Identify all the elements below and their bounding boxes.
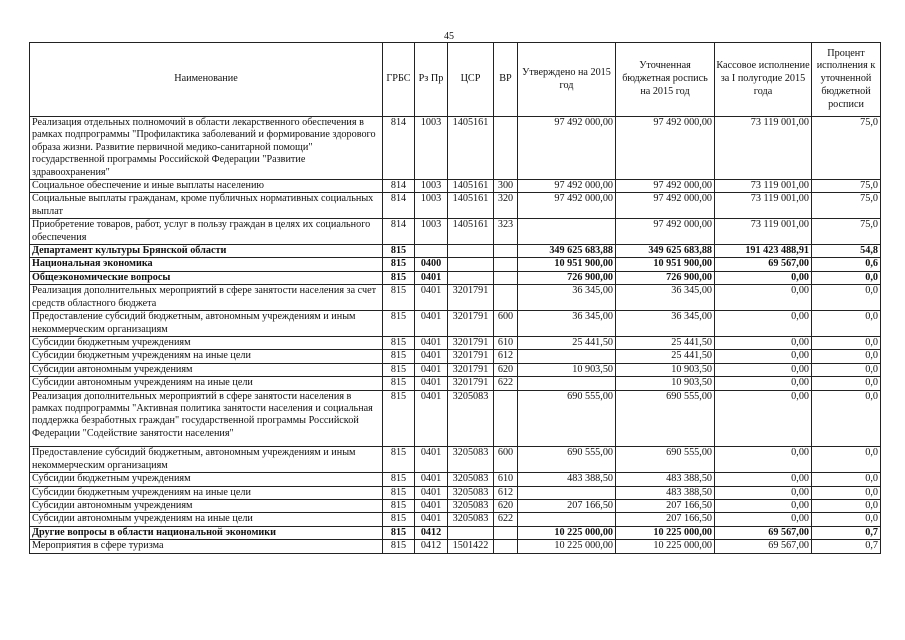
cell-grbs: 814 [383, 117, 415, 180]
cell-rzpr: 0401 [415, 271, 448, 284]
cell-refined: 10 903,50 [616, 377, 715, 390]
cell-grbs: 815 [383, 499, 415, 512]
cell-percent: 75,0 [812, 180, 881, 193]
table-row [30, 245, 881, 258]
cell-grbs: 815 [383, 473, 415, 486]
cell-percent: 0,0 [812, 350, 881, 363]
cell-cash: 69 567,00 [715, 258, 812, 271]
cell-grbs: 815 [383, 377, 415, 390]
cell-percent: 0,0 [812, 311, 881, 337]
cell-csr: 1405161 [448, 219, 494, 245]
table-row [30, 447, 881, 473]
budget-table [29, 42, 881, 554]
cell-csr [448, 271, 494, 284]
cell-name: Социальное обеспечение и иные выплаты населению [30, 180, 383, 193]
cell-csr: 3205083 [448, 499, 494, 512]
cell-csr [448, 526, 494, 539]
cell-approved: 10 225 000,00 [518, 540, 616, 553]
cell-rzpr: 0401 [415, 336, 448, 349]
cell-approved [518, 486, 616, 499]
cell-csr: 3205083 [448, 513, 494, 526]
header-refined: Уточненная бюджетная роспись на 2015 год [616, 43, 715, 117]
cell-percent: 0,0 [812, 447, 881, 473]
table-row [30, 117, 881, 180]
cell-percent: 0,7 [812, 540, 881, 553]
cell-rzpr: 1003 [415, 193, 448, 219]
cell-name: Национальная экономика [30, 258, 383, 271]
cell-grbs: 815 [383, 526, 415, 539]
table-row [30, 271, 881, 284]
table-row [30, 363, 881, 376]
cell-approved: 25 441,50 [518, 336, 616, 349]
cell-vr: 600 [494, 311, 518, 337]
cell-vr: 612 [494, 350, 518, 363]
cell-vr: 323 [494, 219, 518, 245]
cell-percent: 0,7 [812, 526, 881, 539]
cell-csr: 1405161 [448, 193, 494, 219]
cell-vr: 620 [494, 363, 518, 376]
cell-rzpr: 0401 [415, 390, 448, 447]
table-header-row [30, 43, 881, 117]
cell-rzpr: 0400 [415, 258, 448, 271]
cell-refined: 97 492 000,00 [616, 193, 715, 219]
cell-grbs: 815 [383, 390, 415, 447]
cell-cash: 0,00 [715, 311, 812, 337]
cell-name: Субсидии бюджетным учреждениям [30, 473, 383, 486]
cell-percent: 0,0 [812, 499, 881, 512]
cell-refined: 97 492 000,00 [616, 180, 715, 193]
cell-refined: 483 388,50 [616, 486, 715, 499]
cell-refined: 690 555,00 [616, 390, 715, 447]
cell-csr: 1405161 [448, 180, 494, 193]
cell-cash: 0,00 [715, 271, 812, 284]
cell-cash: 0,00 [715, 486, 812, 499]
header-cash: Кассовое исполнение за I полугодие 2015 года [715, 43, 812, 117]
cell-grbs: 815 [383, 363, 415, 376]
header-approved: Утверждено на 2015 год [518, 43, 616, 117]
cell-rzpr: 0401 [415, 473, 448, 486]
cell-vr: 622 [494, 377, 518, 390]
cell-refined: 207 166,50 [616, 499, 715, 512]
table-row [30, 258, 881, 271]
cell-grbs: 815 [383, 447, 415, 473]
header-grbs: ГРБС [383, 43, 415, 117]
cell-refined: 10 903,50 [616, 363, 715, 376]
table-row [30, 311, 881, 337]
cell-percent: 0,0 [812, 336, 881, 349]
cell-vr [494, 526, 518, 539]
cell-rzpr: 0412 [415, 526, 448, 539]
cell-approved: 10 903,50 [518, 363, 616, 376]
cell-approved: 10 225 000,00 [518, 526, 616, 539]
cell-approved: 690 555,00 [518, 447, 616, 473]
cell-percent: 0,6 [812, 258, 881, 271]
cell-cash: 0,00 [715, 285, 812, 311]
table-row [30, 526, 881, 539]
cell-grbs: 815 [383, 311, 415, 337]
cell-percent: 54,8 [812, 245, 881, 258]
cell-approved: 10 951 900,00 [518, 258, 616, 271]
cell-name: Субсидии бюджетным учреждениям [30, 336, 383, 349]
page-number: 45 [444, 31, 454, 42]
cell-csr: 1501422 [448, 540, 494, 553]
cell-percent: 0,0 [812, 363, 881, 376]
cell-cash: 69 567,00 [715, 526, 812, 539]
cell-name: Реализация отдельных полномочий в области лекарственного обеспечения в рамках подпрограммы "Профилактика заболеваний и формирование здорового образа жизни. Развитие первичной медико-санитарной помощи" государственной программы Российской Федерации "Развитие здравоохранения" [30, 117, 383, 180]
cell-approved: 483 388,50 [518, 473, 616, 486]
table-body [30, 117, 881, 554]
cell-approved: 726 900,00 [518, 271, 616, 284]
cell-vr: 320 [494, 193, 518, 219]
cell-name: Мероприятия в сфере туризма [30, 540, 383, 553]
cell-cash: 0,00 [715, 336, 812, 349]
cell-cash: 73 119 001,00 [715, 219, 812, 245]
cell-grbs: 815 [383, 350, 415, 363]
cell-approved: 97 492 000,00 [518, 117, 616, 180]
table-row [30, 336, 881, 349]
cell-csr [448, 258, 494, 271]
cell-approved [518, 350, 616, 363]
cell-grbs: 815 [383, 258, 415, 271]
cell-name: Социальные выплаты гражданам, кроме публичных нормативных социальных выплат [30, 193, 383, 219]
cell-percent: 0,0 [812, 271, 881, 284]
cell-cash: 69 567,00 [715, 540, 812, 553]
header-vr: ВР [494, 43, 518, 117]
cell-approved [518, 377, 616, 390]
cell-cash: 0,00 [715, 377, 812, 390]
cell-csr: 3201791 [448, 363, 494, 376]
cell-vr: 622 [494, 513, 518, 526]
cell-approved: 36 345,00 [518, 285, 616, 311]
cell-csr: 3205083 [448, 390, 494, 447]
cell-cash: 0,00 [715, 447, 812, 473]
cell-csr: 3205083 [448, 447, 494, 473]
cell-rzpr: 0401 [415, 363, 448, 376]
cell-rzpr: 1003 [415, 117, 448, 180]
table-row [30, 390, 881, 447]
cell-percent: 0,0 [812, 473, 881, 486]
cell-approved: 207 166,50 [518, 499, 616, 512]
table-row [30, 285, 881, 311]
cell-percent: 75,0 [812, 117, 881, 180]
header-name: Наименование [30, 43, 383, 117]
table-row [30, 513, 881, 526]
cell-percent: 0,0 [812, 486, 881, 499]
cell-name: Субсидии бюджетным учреждениям на иные цели [30, 486, 383, 499]
cell-name: Другие вопросы в области национальной экономики [30, 526, 383, 539]
table-row [30, 219, 881, 245]
cell-grbs: 815 [383, 336, 415, 349]
cell-name: Реализация дополнительных мероприятий в сфере занятости населения за счет средств областного бюджета [30, 285, 383, 311]
cell-rzpr: 0401 [415, 447, 448, 473]
cell-approved [518, 219, 616, 245]
header-rzpr: Рз Пр [415, 43, 448, 117]
cell-name: Предоставление субсидий бюджетным, автономным учреждениям и иным некоммерческим организациям [30, 447, 383, 473]
cell-refined: 10 951 900,00 [616, 258, 715, 271]
cell-grbs: 814 [383, 193, 415, 219]
cell-name: Субсидии автономным учреждениям [30, 499, 383, 512]
cell-vr: 610 [494, 473, 518, 486]
cell-approved: 690 555,00 [518, 390, 616, 447]
cell-refined: 25 441,50 [616, 350, 715, 363]
cell-rzpr: 0401 [415, 499, 448, 512]
cell-name: Приобретение товаров, работ, услуг в пользу граждан в целях их социального обеспечения [30, 219, 383, 245]
cell-csr: 3205083 [448, 473, 494, 486]
cell-cash: 191 423 488,91 [715, 245, 812, 258]
cell-grbs: 814 [383, 180, 415, 193]
cell-refined: 10 225 000,00 [616, 540, 715, 553]
cell-name: Предоставление субсидий бюджетным, автономным учреждениям и иным некоммерческим организациям [30, 311, 383, 337]
cell-percent: 0,0 [812, 377, 881, 390]
cell-refined: 10 225 000,00 [616, 526, 715, 539]
cell-cash: 0,00 [715, 363, 812, 376]
table-row [30, 540, 881, 553]
cell-refined: 483 388,50 [616, 473, 715, 486]
cell-name: Субсидии автономным учреждениям на иные цели [30, 513, 383, 526]
cell-refined: 36 345,00 [616, 311, 715, 337]
cell-vr: 600 [494, 447, 518, 473]
cell-csr: 3205083 [448, 486, 494, 499]
cell-csr: 3201791 [448, 350, 494, 363]
cell-cash: 0,00 [715, 390, 812, 447]
header-percent: Процент исполнения к уточненной бюджетной росписи [812, 43, 881, 117]
cell-cash: 73 119 001,00 [715, 117, 812, 180]
cell-rzpr: 1003 [415, 219, 448, 245]
cell-rzpr: 0401 [415, 350, 448, 363]
cell-vr [494, 258, 518, 271]
cell-vr [494, 390, 518, 447]
cell-percent: 0,0 [812, 513, 881, 526]
cell-refined: 726 900,00 [616, 271, 715, 284]
cell-percent: 75,0 [812, 193, 881, 219]
cell-rzpr: 0401 [415, 486, 448, 499]
cell-percent: 75,0 [812, 219, 881, 245]
table-row [30, 377, 881, 390]
header-csr: ЦСР [448, 43, 494, 117]
table-row [30, 486, 881, 499]
cell-refined: 36 345,00 [616, 285, 715, 311]
cell-csr [448, 245, 494, 258]
cell-name: Департамент культуры Брянской области [30, 245, 383, 258]
table-row [30, 473, 881, 486]
cell-refined: 25 441,50 [616, 336, 715, 349]
cell-cash: 73 119 001,00 [715, 180, 812, 193]
cell-name: Субсидии автономным учреждениям на иные цели [30, 377, 383, 390]
cell-vr: 612 [494, 486, 518, 499]
cell-name: Субсидии бюджетным учреждениям на иные цели [30, 350, 383, 363]
cell-vr: 300 [494, 180, 518, 193]
cell-grbs: 814 [383, 219, 415, 245]
cell-refined: 97 492 000,00 [616, 219, 715, 245]
cell-refined: 690 555,00 [616, 447, 715, 473]
cell-vr: 620 [494, 499, 518, 512]
cell-rzpr: 0412 [415, 540, 448, 553]
cell-percent: 0,0 [812, 285, 881, 311]
cell-rzpr: 0401 [415, 285, 448, 311]
cell-cash: 0,00 [715, 513, 812, 526]
cell-approved: 36 345,00 [518, 311, 616, 337]
table-row [30, 350, 881, 363]
cell-refined: 97 492 000,00 [616, 117, 715, 180]
cell-cash: 0,00 [715, 350, 812, 363]
cell-csr: 3201791 [448, 377, 494, 390]
cell-grbs: 815 [383, 486, 415, 499]
cell-grbs: 815 [383, 540, 415, 553]
cell-vr [494, 285, 518, 311]
cell-csr: 3201791 [448, 311, 494, 337]
table-row [30, 193, 881, 219]
cell-rzpr: 0401 [415, 377, 448, 390]
cell-vr [494, 540, 518, 553]
cell-csr: 1405161 [448, 117, 494, 180]
table-row [30, 180, 881, 193]
cell-refined: 349 625 683,88 [616, 245, 715, 258]
cell-approved: 349 625 683,88 [518, 245, 616, 258]
cell-cash: 73 119 001,00 [715, 193, 812, 219]
cell-rzpr: 1003 [415, 180, 448, 193]
cell-cash: 0,00 [715, 499, 812, 512]
cell-name: Общеэкономические вопросы [30, 271, 383, 284]
cell-csr: 3201791 [448, 285, 494, 311]
cell-grbs: 815 [383, 285, 415, 311]
cell-rzpr [415, 245, 448, 258]
cell-refined: 207 166,50 [616, 513, 715, 526]
cell-name: Субсидии автономным учреждениям [30, 363, 383, 376]
cell-approved [518, 513, 616, 526]
cell-cash: 0,00 [715, 473, 812, 486]
cell-grbs: 815 [383, 513, 415, 526]
cell-vr [494, 117, 518, 180]
cell-approved: 97 492 000,00 [518, 180, 616, 193]
cell-percent: 0,0 [812, 390, 881, 447]
cell-grbs: 815 [383, 245, 415, 258]
cell-vr [494, 271, 518, 284]
cell-vr [494, 245, 518, 258]
cell-grbs: 815 [383, 271, 415, 284]
cell-csr: 3201791 [448, 336, 494, 349]
cell-vr: 610 [494, 336, 518, 349]
cell-approved: 97 492 000,00 [518, 193, 616, 219]
cell-rzpr: 0401 [415, 513, 448, 526]
cell-name: Реализация дополнительных мероприятий в сфере занятости населения в рамках подпрограммы "Активная политика занятости населения и социальная поддержка безработных граждан" государственной программы Российской Федерации "Содействие занятости населения" [30, 390, 383, 447]
cell-rzpr: 0401 [415, 311, 448, 337]
table-row [30, 499, 881, 512]
